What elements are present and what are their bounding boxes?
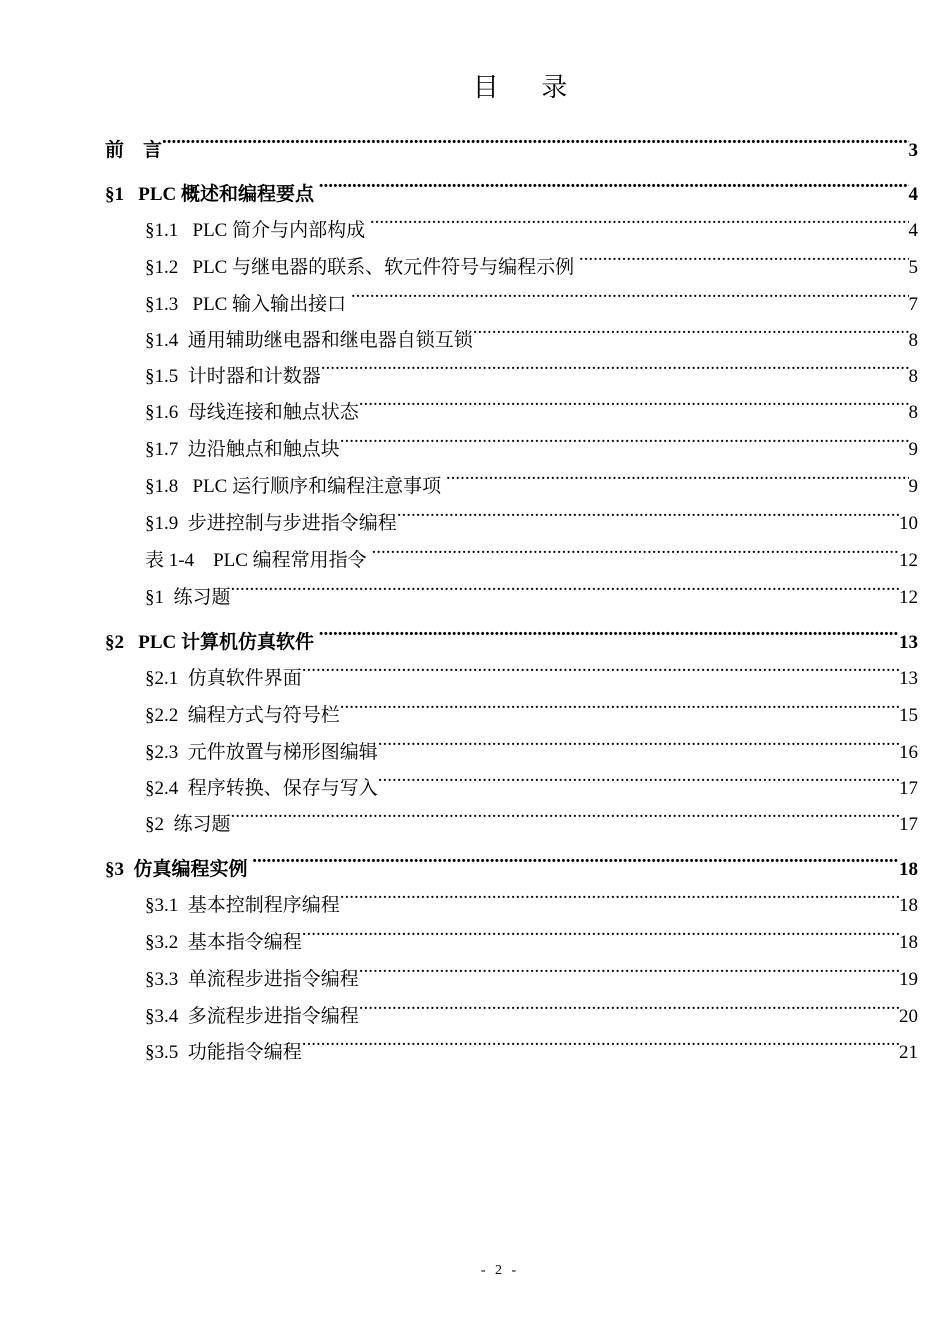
toc-entry-page: 18	[899, 895, 918, 916]
dot-leader	[340, 685, 899, 721]
dot-leader	[351, 274, 909, 310]
toc-entry-page: 15	[899, 705, 918, 726]
dot-leader	[370, 200, 909, 236]
dot-leader	[371, 530, 899, 566]
toc-entry-section-2-3[interactable]	[145, 722, 918, 763]
toc-entry-label: §2.2 编程方式与符号栏	[145, 705, 340, 726]
toc-entry-section-1-5[interactable]	[145, 346, 918, 387]
toc-entry-section-2-2[interactable]	[145, 685, 918, 726]
toc-entry-page: 7	[908, 294, 918, 315]
toc-entry-label: §2.4 程序转换、保存与写入	[145, 778, 378, 799]
toc-entry-section-2-1[interactable]	[145, 648, 918, 689]
toc-entry-section-1-7[interactable]	[145, 419, 918, 460]
dot-leader	[231, 567, 899, 603]
toc-entry-page: 21	[899, 1042, 918, 1063]
toc-entry-label: 前 言	[105, 140, 163, 161]
toc-entry-label: §3.5 功能指令编程	[145, 1042, 302, 1063]
toc-entry-section-1-4[interactable]	[145, 310, 918, 351]
toc-entry-chapter-1[interactable]	[105, 164, 918, 205]
toc-entry-label: §3 仿真编程实例	[105, 859, 253, 880]
toc-entry-label: §1.2 PLC 与继电器的联系、软元件符号与编程示例	[145, 257, 579, 278]
toc-entry-page: 9	[908, 476, 918, 497]
toc-entry-section-1-3[interactable]	[145, 274, 918, 315]
dot-leader	[302, 912, 899, 948]
toc-entry-label: §1.5 计时器和计数器	[145, 366, 321, 387]
toc-entry-label: §1.8 PLC 运行顺序和编程注意事项	[145, 476, 446, 497]
dot-leader	[252, 839, 899, 875]
toc-entry-page: 12	[899, 550, 918, 571]
toc-entry-section-1-2[interactable]	[145, 237, 918, 278]
toc-entry-label: §1 PLC 概述和编程要点	[105, 184, 319, 205]
toc-entry-table-1-4[interactable]	[145, 530, 918, 571]
toc-entry-chapter-3[interactable]	[105, 839, 918, 880]
dot-leader	[162, 120, 908, 156]
toc-entry-page: 5	[908, 257, 918, 278]
dot-leader	[319, 164, 909, 200]
toc-entry-label: 表 1-4 PLC 编程常用指令	[145, 550, 372, 571]
toc-entry-label: §2 练习题	[145, 814, 231, 835]
toc-entry-page: 17	[899, 814, 918, 835]
toc-entry-page: 12	[899, 587, 918, 608]
toc-entry-label: §1.3 PLC 输入输出接口	[145, 294, 351, 315]
toc-entry-page: 4	[908, 220, 918, 241]
toc-entry-label: §1.4 通用辅助继电器和继电器自锁互锁	[145, 330, 473, 351]
toc-entry-section-2-4[interactable]	[145, 758, 918, 799]
toc-entry-label: §3.2 基本指令编程	[145, 932, 302, 953]
toc-entry-section-3-2[interactable]	[145, 912, 918, 953]
toc-entry-page: 18	[899, 859, 918, 880]
dot-leader	[378, 758, 899, 794]
page-number-footer: - 2 -	[480, 1263, 520, 1278]
toc-entry-page: 13	[899, 668, 918, 689]
toc-entry-page: 19	[899, 969, 918, 990]
dot-leader	[340, 419, 909, 455]
dot-leader	[302, 648, 899, 684]
toc-entry-label: §2.1 仿真软件界面	[145, 668, 302, 689]
toc-title: 目 录	[472, 73, 586, 102]
toc-entry-page: 8	[908, 402, 918, 423]
dot-leader	[473, 310, 909, 346]
toc-entry-label: §2.3 元件放置与梯形图编辑	[145, 742, 378, 763]
toc-entry-label: §2 PLC 计算机仿真软件	[105, 632, 319, 653]
dot-leader	[378, 722, 899, 758]
dot-leader	[231, 794, 899, 830]
toc-entry-section-1-9[interactable]	[145, 493, 918, 534]
toc-entry-label: §3.1 基本控制程序编程	[145, 895, 340, 916]
toc-entry-page: 18	[899, 932, 918, 953]
toc-entry-label: §3.4 多流程步进指令编程	[145, 1006, 359, 1027]
dot-leader	[302, 1022, 899, 1058]
toc-entry-exercises-1[interactable]	[145, 567, 918, 608]
toc-entry-section-1-1[interactable]	[145, 200, 918, 241]
dot-leader	[359, 949, 899, 985]
dot-leader	[340, 875, 899, 911]
dot-leader	[321, 346, 909, 382]
toc-entry-page: 3	[908, 140, 918, 161]
toc-entry-page: 8	[908, 330, 918, 351]
toc-entry-section-3-4[interactable]	[145, 986, 918, 1027]
toc-entry-label: §1.9 步进控制与步进指令编程	[145, 513, 397, 534]
toc-entry-page: 17	[899, 778, 918, 799]
toc-entry-label: §3.3 单流程步进指令编程	[145, 969, 359, 990]
dot-leader	[579, 237, 909, 273]
toc-entry-section-3-1[interactable]	[145, 875, 918, 916]
toc-entry-label: §1.7 边沿触点和触点块	[145, 439, 340, 460]
toc-entry-page: 4	[908, 184, 918, 205]
toc-entry-section-3-3[interactable]	[145, 949, 918, 990]
toc-entry-page: 16	[899, 742, 918, 763]
toc-entry-section-1-6[interactable]	[145, 382, 918, 423]
toc-entry-chapter-2[interactable]	[105, 612, 918, 653]
toc-entry-label: §1.1 PLC 简介与内部构成	[145, 220, 370, 241]
toc-entry-page: 13	[899, 632, 918, 653]
toc-entry-section-3-5[interactable]	[145, 1022, 918, 1063]
dot-leader	[319, 612, 899, 648]
toc-entry-page: 9	[908, 439, 918, 460]
toc-entry-page: 10	[899, 513, 918, 534]
dot-leader	[446, 456, 909, 492]
toc-entry-label: §1.6 母线连接和触点状态	[145, 402, 359, 423]
toc-entry-page: 20	[899, 1006, 918, 1027]
dot-leader	[359, 382, 909, 418]
toc-entry-preface[interactable]	[105, 120, 918, 161]
toc-entry-label: §1 练习题	[145, 587, 231, 608]
toc-entry-page: 8	[908, 366, 918, 387]
dot-leader	[359, 986, 899, 1022]
dot-leader	[397, 493, 899, 529]
toc-entry-exercises-2[interactable]	[145, 794, 918, 835]
toc-entry-section-1-8[interactable]	[145, 456, 918, 497]
